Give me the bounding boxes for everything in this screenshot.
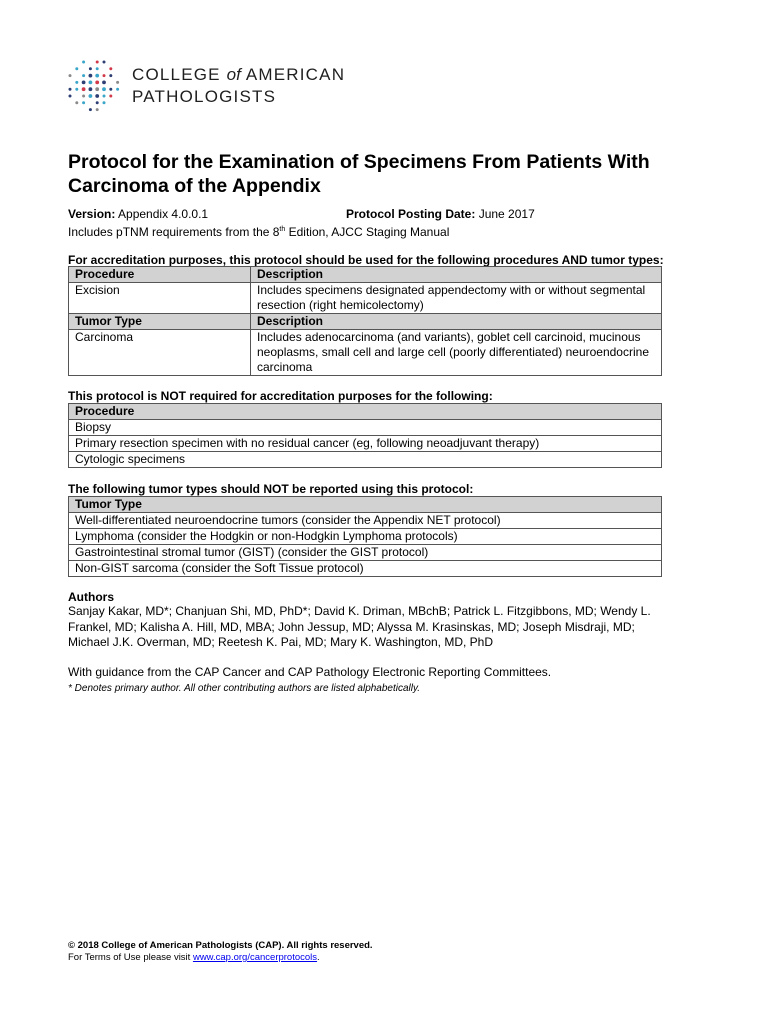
logo-dot [103, 95, 106, 98]
terms-of-use: For Terms of Use please visit www.cap.org/cancerprotocols. [68, 952, 320, 963]
logo-dot [75, 101, 78, 104]
logo-dot [109, 88, 112, 91]
includes-line: Includes pTNM requirements from the 8th Edition, AJCC Staging Manual [68, 225, 450, 239]
col-procedure: Procedure [69, 267, 251, 283]
copyright: © 2018 College of American Pathologists (CAP). All rights reserved. [68, 940, 373, 951]
col-description: Description [251, 267, 662, 283]
table-row [69, 330, 662, 376]
logo-dot [75, 81, 78, 84]
logo-dot [109, 74, 112, 77]
table-row: Cytologic specimens [69, 452, 662, 468]
logo-dot [82, 61, 85, 64]
col-procedure: Procedure [69, 404, 662, 420]
version-label: Version: [68, 207, 116, 221]
table-header-row [69, 314, 662, 330]
table-header-row [69, 497, 662, 513]
col-tumor-type: Tumor Type [69, 497, 662, 513]
table-header-row [69, 404, 662, 420]
logo-dot [89, 67, 92, 70]
logo-dot [116, 88, 119, 91]
table-row: Biopsy [69, 420, 662, 436]
table-row: Gastrointestinal stromal tumor (GIST) (consider the GIST protocol) [69, 545, 662, 561]
logo-dot [89, 94, 93, 98]
logo-dot [82, 81, 86, 85]
logo-dot [102, 87, 106, 91]
logo-dot [96, 61, 99, 64]
version-info [68, 207, 708, 237]
not-required-table [68, 403, 662, 468]
logo-dot [82, 95, 85, 98]
logo-dot [103, 61, 106, 64]
logo-dot [69, 88, 72, 91]
logo-dot [89, 108, 92, 111]
logo-dot [95, 87, 99, 91]
logo-dot [109, 67, 112, 70]
logo-text [132, 64, 345, 108]
posting-date-value: June 2017 [478, 207, 535, 221]
logo-dot [82, 87, 86, 91]
logo-dot [95, 94, 99, 98]
logo-dot [82, 74, 85, 77]
table-row: Primary resection specimen with no residual cancer (eg, following neoadjuvant therapy) [69, 436, 662, 452]
logo-dot [95, 74, 99, 78]
logo-dot [89, 81, 93, 85]
accreditation-heading: For accreditation purposes, this protocol should be used for the following procedures AND tumor types: [68, 253, 664, 267]
logo-dot [82, 101, 85, 104]
logo-dot [116, 81, 119, 84]
not-reported-table [68, 496, 662, 577]
tumor-description: Includes adenocarcinoma (and variants), goblet cell carcinoid, mucinous neoplasms, small cell and large cell (poorly differentiated) neuroendocrine carcinoma [251, 330, 662, 376]
logo-college: COLLEGE [132, 65, 221, 84]
procedure-name: Excision [69, 283, 251, 314]
logo-dot [103, 74, 106, 77]
procedure-description: Includes specimens designated appendectomy with or without segmental resection (right hemicolectomy) [251, 283, 662, 314]
logo-dot [96, 67, 99, 70]
logo-dot [95, 81, 99, 85]
col-description: Description [251, 314, 662, 330]
logo-dot [109, 95, 112, 98]
logo-dot [69, 95, 72, 98]
logo-dot [102, 81, 106, 85]
logo-american: AMERICAN [245, 65, 346, 84]
logo-dot [103, 101, 106, 104]
author-note: * Denotes primary author. All other contributing authors are listed alphabetically. [68, 683, 421, 694]
tumor-name: Carcinoma [69, 330, 251, 376]
logo-dot [75, 88, 78, 91]
logo-dot [69, 74, 72, 77]
table-row [69, 283, 662, 314]
authors-list: Sanjay Kakar, MD*; Chanjuan Shi, MD, PhD*; David K. Driman, MBchB; Patrick L. Fitzgibbons, MD; Wendy L. Frankel, MD; Kalisha A. Hill, MD, MBA; John Jessup, MD; Alyssa M. Krasinskas, MD; Joseph Misdraji, MD; Michael J.K. Overman, MD; Reetesh K. Pai, MD; Mary K. Washington, MD, PhD [68, 604, 651, 649]
table-row: Non-GIST sarcoma (consider the Soft Tissue protocol) [69, 561, 662, 577]
not-reported-heading: The following tumor types should NOT be reported using this protocol: [68, 482, 474, 496]
table-header-row [69, 267, 662, 283]
logo-dot [75, 67, 78, 70]
not-required-heading: This protocol is NOT required for accreditation purposes for the following: [68, 389, 493, 403]
table-row: Lymphoma (consider the Hodgkin or non-Hodgkin Lymphoma protocols) [69, 529, 662, 545]
logo-of: of [226, 65, 241, 84]
version-value: Appendix 4.0.0.1 [118, 207, 209, 221]
posting-date-label: Protocol Posting Date: [346, 207, 476, 221]
logo-dot [89, 74, 93, 78]
logo-pathologists: PATHOLOGISTS [132, 87, 277, 106]
guidance-text: With guidance from the CAP Cancer and CAP Pathology Electronic Reporting Committees. [68, 665, 552, 679]
table-row: Well-differentiated neuroendocrine tumors (consider the Appendix NET protocol) [69, 513, 662, 529]
logo-dot [96, 108, 99, 111]
authors-heading: Authors [68, 590, 114, 604]
cap-logo [66, 58, 366, 114]
col-tumor-type: Tumor Type [69, 314, 251, 330]
logo-dots-icon [66, 58, 122, 114]
cancer-protocols-link[interactable]: www.cap.org/cancerprotocols [192, 952, 318, 963]
logo-dot [89, 87, 93, 91]
page-title: Protocol for the Examination of Specimens From Patients With Carcinoma of the Appendix [68, 151, 650, 197]
accreditation-table [68, 266, 662, 376]
logo-dot [96, 101, 99, 104]
